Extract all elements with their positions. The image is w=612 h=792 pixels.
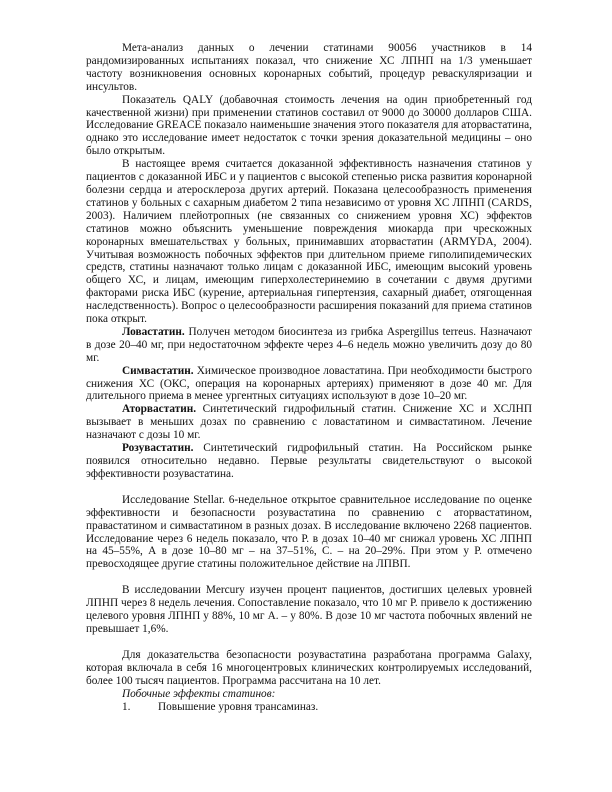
text-atorvastatin: Синтетический гидрофильный статин. Снижение ХС и ХСЛНП вызывает в меньших дозах по сравнению с ловастатином и симвастатином. Лечение назначают с дозы 10 мг. (86, 403, 532, 442)
term-rosuvastatin: Розувастатин. (122, 442, 194, 455)
paragraph-galaxy: Для доказательства безопасности розувастатина разработана программа Galaxy, которая включала в себя 16 многоцентровых клинических контролируемых исследований, более 100 тысяч пациентов. Программа рассчитана на 10 лет. (86, 648, 532, 687)
text-rosuvastatin: Синтетический гидрофильный статин. На Российском рынке появился относительно недавно. Первые результаты свидетельствуют о высокой эффективности розувастатина. (86, 442, 532, 480)
paragraph-qaly: Показатель QALY (добавочная стоимость лечения на один приобретенный год качественной жизни) при применении статинов составил от 9000 до 30000 долларов США. Исследование GREACE показало наименьшие значения этого показателя для аторвастатина, однако это исследование имеет недостаток с точки зрения доказательной медицины – оно было открытым. (86, 93, 532, 158)
spacer (86, 481, 532, 494)
list-item (86, 701, 532, 714)
list-number: 1. (122, 700, 131, 713)
text-simvastatin: Химическое производное ловастатина. При необходимости быстрого снижения ХС (ОКС, операция на коронарных артериях) применяют в дозе 40 мг. Для длительного приема в менее ургентных ситуациях используют в дозе 10–20 мг. (86, 364, 532, 403)
term-atorvastatin: Аторвастатин. (122, 403, 197, 416)
paragraph-simvastatin (86, 365, 532, 404)
list-text: Повышение уровня трансаминаз. (158, 700, 319, 713)
text-lovastatin: Получен методом биосинтеза из грибка Aspergillus terreus. Назначают в дозе 20–40 мг, при недостаточном эффекте через 4–6 недель можно увеличить дозу до 80 мг. (86, 325, 532, 364)
paragraph-atorvastatin (86, 403, 532, 442)
paragraph-meta-analysis: Мета-анализ данных о лечении статинами 90056 участников в 14 рандомизированных испытаниях показал, что снижение ХС ЛПНП на 1/3 уменьшает частоту возникновения основных коронарных событий, процедур реваскуляризации и инсультов. (86, 42, 532, 93)
spacer (86, 571, 532, 584)
paragraph-lovastatin (86, 326, 532, 365)
paragraph-stellar: Исследование Stellar. 6-недельное открытое сравнительное исследование по оценке эффективности и безопасности розувастатина по сравнению с аторвастатином, правастатином и симвастатином в разных дозах. В исследование включено 2268 пациентов. Исследование через 6 недель показало, что Р. в дозах 10–40 мг снижал уровень ХС ЛПНП на 45–55%, А в дозе 10–80 мг – на 37–51%, С. – на 20–29%. При этом у Р. отмечено превосходящее другие статины положительное действие на ЛПВП. (86, 493, 532, 571)
paragraph-rosuvastatin (86, 442, 532, 481)
side-effects-heading: Побочные эффекты статинов: (122, 687, 276, 700)
paragraph-indications: В настоящее время считается доказанной эффективность назначения статинов у пациентов с доказанной ИБС и у пациентов с высокой степенью риска развития коронарной болезни сердца и атеросклероза других артерий. Показана целесообразность применения статинов у больных с сахарным диабетом 2 типа независимо от уровня ХС ЛПНП (CARDS, 2003). Наличием плейотропных (не связанных со снижением уровня ХС) эффектов статинов можно объяснить уменьшение повреждения миокарда при чрескожных коронарных вмешательствах у больных, принимавших аторвастатин (ARMYDA, 2004). Учитывая возможность побочных эффектов при длительном приеме гиполипидемических средств, статины назначают только лицам с доказанной ИБС, имеющим высокий уровень общего ХС, и лицам, имеющим гиперхолестеринемию в сочетании с двумя другими факторами риска ИБС (курение, артериальная гипертензия, сахарный диабет, отягощенная наследственность). Вопрос о целесообразности расширения показаний для приема статинов пока открыт. (86, 158, 532, 326)
term-simvastatin: Симвастатин. (122, 364, 194, 377)
document-body (86, 42, 532, 713)
paragraph-mercury: В исследовании Mercury изучен процент пациентов, достигших целевых уровней ЛПНП через 8 недель лечения. Сопоставление показало, что 10 мг Р. привело к достижению целевого уровня ЛПНП у 88%, 10 мг А. – у 80%. В дозе 10 мг частота побочных явлений не превышает 1,6%. (86, 584, 532, 635)
term-lovastatin: Ловастатин. (122, 325, 185, 338)
spacer (86, 636, 532, 649)
